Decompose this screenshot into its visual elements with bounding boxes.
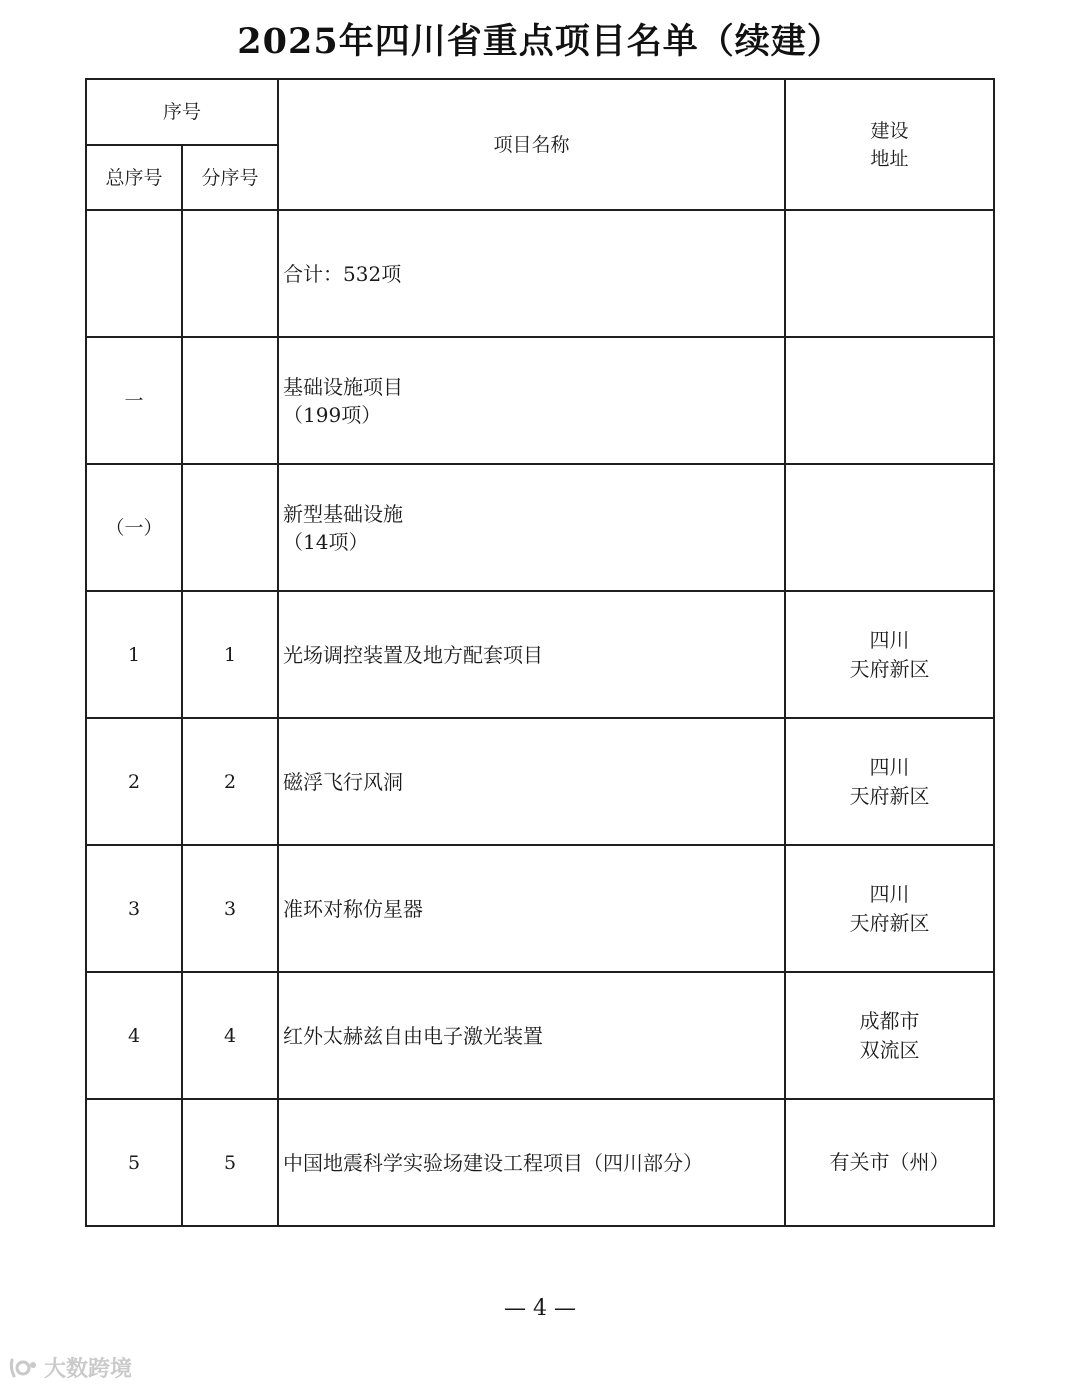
project-name-cell: 准环对称仿星器 — [278, 845, 785, 972]
sub-seq-cell: 3 — [182, 845, 278, 972]
location-line2: 双流区 — [859, 1037, 920, 1062]
sub-seq-cell: 5 — [182, 1099, 278, 1226]
location-header — [785, 79, 994, 210]
total-seq-cell: 3 — [86, 845, 182, 972]
location-cell — [785, 845, 994, 972]
location-line2: 天府新区 — [849, 783, 930, 808]
table-row — [86, 845, 994, 972]
total-seq-cell: 4 — [86, 972, 182, 1099]
project-name-header: 项目名称 — [278, 79, 785, 210]
table-row — [86, 972, 994, 1099]
location-line2: 天府新区 — [849, 910, 930, 935]
location-cell — [785, 210, 994, 337]
header-row-1 — [86, 79, 994, 145]
project-name-cell: 中国地震科学实验场建设工程项目（四川部分） — [278, 1099, 785, 1226]
location-line2: 天府新区 — [849, 656, 930, 681]
page-number: — 4 — — [504, 1296, 576, 1321]
location-cell — [785, 591, 994, 718]
location-line1: 四川 — [869, 754, 910, 779]
location-header-line1: 建设 — [870, 119, 909, 142]
project-name-cell — [278, 210, 785, 337]
sub-seq-cell: 4 — [182, 972, 278, 1099]
table-row — [86, 210, 994, 337]
table-row — [86, 1099, 994, 1226]
project-name-cell — [278, 337, 785, 464]
sub-seq-cell: 2 — [182, 718, 278, 845]
total-seq-header: 总序号 — [86, 145, 182, 210]
location-cell — [785, 718, 994, 845]
table-row — [86, 718, 994, 845]
sub-seq-cell — [182, 210, 278, 337]
project-name-cell: 光场调控装置及地方配套项目 — [278, 591, 785, 718]
sub-seq-cell — [182, 337, 278, 464]
seq-group-header: 序号 — [86, 79, 278, 145]
table-row — [86, 591, 994, 718]
table-row — [86, 337, 994, 464]
location-line1: 四川 — [869, 627, 910, 652]
sub-seq-cell — [182, 464, 278, 591]
project-name-line2: （14项） — [283, 529, 369, 554]
total-seq-cell — [86, 210, 182, 337]
project-name-cell: 红外太赫兹自由电子激光装置 — [278, 972, 785, 1099]
location-line1: 成都市 — [859, 1008, 920, 1033]
sub-seq-header: 分序号 — [182, 145, 278, 210]
project-name-cell — [278, 464, 785, 591]
total-seq-cell: 2 — [86, 718, 182, 845]
watermark-text: 大数跨境 — [44, 1357, 133, 1382]
location-cell — [785, 464, 994, 591]
location-line1: 四川 — [869, 881, 910, 906]
project-name-line2: （199项） — [283, 402, 382, 427]
location-cell: 有关市（州） — [785, 1099, 994, 1226]
project-name-line1: 基础设施项目 — [283, 374, 404, 399]
page-title: 2025年四川省重点项目名单（续建） — [237, 21, 843, 62]
location-cell — [785, 972, 994, 1099]
location-cell — [785, 337, 994, 464]
project-name-cell: 磁浮飞行风洞 — [278, 718, 785, 845]
location-header-line2: 地址 — [870, 147, 909, 170]
total-seq-cell: 1 — [86, 591, 182, 718]
watermark — [8, 1352, 132, 1383]
total-seq-cell: （一） — [86, 464, 182, 591]
project-table — [85, 78, 995, 1227]
project-name-line1: 合计：532项 — [283, 261, 402, 286]
total-seq-cell: 一 — [86, 337, 182, 464]
sub-seq-cell: 1 — [182, 591, 278, 718]
total-seq-cell: 5 — [86, 1099, 182, 1226]
brand-logo-icon — [8, 1356, 38, 1380]
table-row — [86, 464, 994, 591]
project-name-line1: 新型基础设施 — [283, 501, 404, 526]
